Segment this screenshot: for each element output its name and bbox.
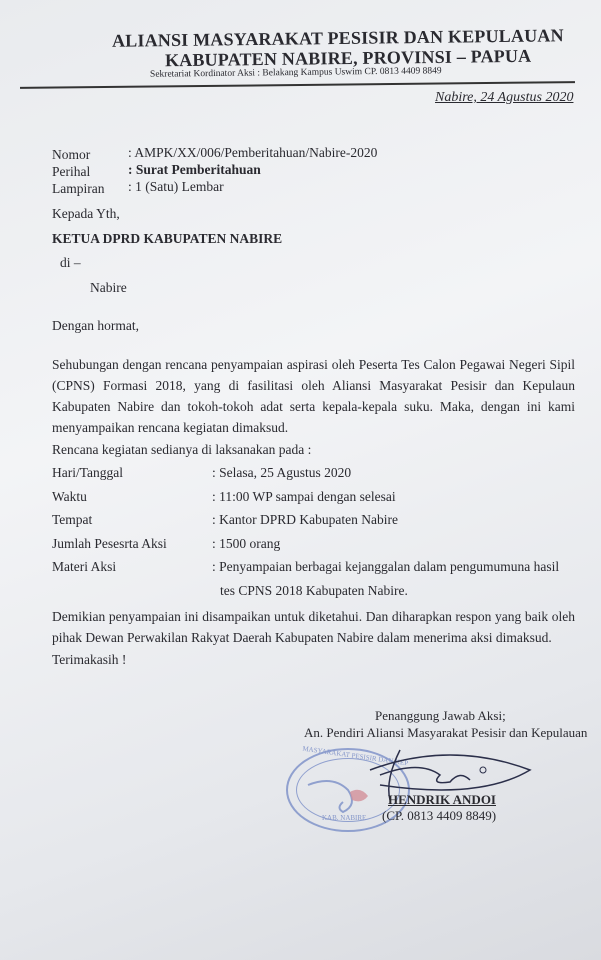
greeting: Kepada Yth, <box>52 206 120 221</box>
org-name: ALIANSI MASYARAKAT PESISIR DAN KEPULAUAN <box>111 25 564 51</box>
detail-row <box>52 461 575 485</box>
detail-value: : Penyampaian berbagai kejanggalan dalam pengumumuna hasil <box>212 559 560 574</box>
closing-paragraph: Demikian penyampaian ini disampaikan untuk diketahui. Dan diharapkan respon yang baik oleh pihak Dewan Perwakilan Rakyat Daerah Kabupaten Nabire dalam menerima aksi dimaksud. <box>52 608 575 645</box>
detail-label: Jumlah Pesesrta Aksi <box>52 535 167 551</box>
letter-date: Nabire, 24 Agustus 2020 <box>435 90 574 105</box>
meta-value: : 1 (Satu) Lembar <box>128 179 224 194</box>
detail-value: : Selasa, 25 Agustus 2020 <box>212 465 352 480</box>
signer-role: Penanggung Jawab Aksi; <box>375 708 506 723</box>
detail-row <box>52 508 575 532</box>
opening: Dengan hormat, <box>52 318 139 333</box>
meta-label: Perihal <box>52 164 91 179</box>
signer-org: An. Pendiri Aliansi Masyarakat Pesisir dan Kepulauan <box>304 725 588 740</box>
meta-label: Nomor <box>52 147 91 162</box>
detail-value-continued: tes CPNS 2018 Kabupaten Nabire. <box>220 582 408 598</box>
signer-phone: (CP. 0813 4409 8849) <box>382 808 497 823</box>
detail-value: : Kantor DPRD Kabupaten Nabire <box>212 512 398 527</box>
detail-label: Materi Aksi <box>52 559 117 574</box>
detail-row <box>52 532 575 556</box>
stamp-text-top: MASYARAKAT PESISIR DAN KEP <box>301 744 409 768</box>
body-paragraph: Sehubungan dengan rencana penyampaian aspirasi oleh Peserta Tes Calon Pegawai Negeri Sipil (CPNS) Formasi 2018, yang di fasilitasi oleh Aliansi Masyarakat Pesisir dan Kepulaun Kabupaten Nabire dan tokoh-tokoh adat serta kepala-kepala suku. Maka, dengan ini kami menyampaikan rencana kegiatan dimaksud. <box>52 357 575 435</box>
detail-value: : 11:00 WP sampai dengan selesai <box>212 488 396 504</box>
detail-label: Tempat <box>52 512 93 527</box>
recipient-di: di – <box>60 255 81 270</box>
detail-label: Hari/Tanggal <box>52 465 124 480</box>
recipient-place: Nabire <box>90 280 127 295</box>
letter-body <box>52 354 575 671</box>
header-rule <box>20 81 575 89</box>
signer-name: HENDRIK ANDOI <box>388 792 496 807</box>
meta-value: : AMPK/XX/006/Pemberitahuan/Nabire-2020 <box>128 145 378 160</box>
secretariat-address: Sekretariat Kordinator Aksi : Belakang Kampus Uswim CP. 0813 4409 8849 <box>149 66 442 80</box>
stamp-text-bottom: KAB. NABIRE <box>322 814 367 822</box>
org-location: KABUPATEN NABIRE, PROVINSI – PAPUA <box>164 45 532 71</box>
thanks: Terimakasih ! <box>52 651 127 667</box>
detail-label: Waktu <box>52 488 87 504</box>
recipient-name: KETUA DPRD KABUPATEN NABIRE <box>52 231 283 246</box>
detail-row <box>52 555 575 579</box>
meta-label: Lampiran <box>52 181 105 196</box>
event-details <box>52 461 575 602</box>
detail-row <box>52 485 575 509</box>
detail-value: : 1500 orang <box>212 535 281 551</box>
meta-value: : Surat Pemberitahuan <box>128 162 261 177</box>
plan-intro: Rencana kegiatan sedianya di laksanakan pada : <box>52 442 312 457</box>
